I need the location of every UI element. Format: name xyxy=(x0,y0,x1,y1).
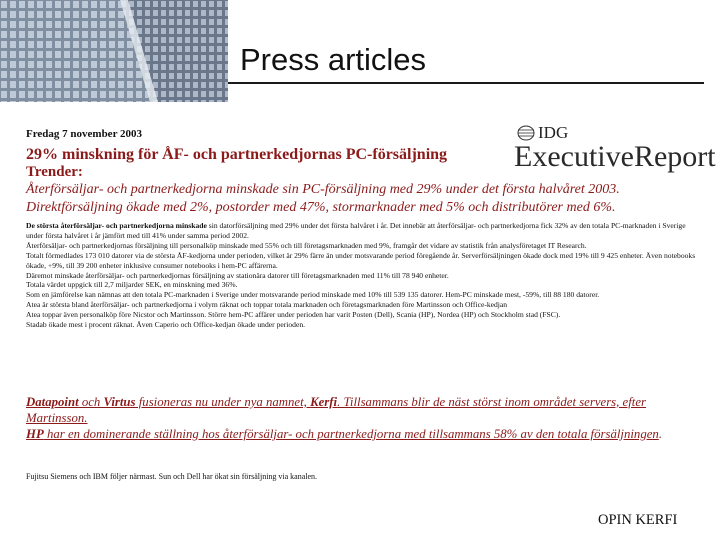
body-bold-lead: De största återförsäljar- och partnerkedjorna minskade xyxy=(26,221,207,230)
highlight-paragraph xyxy=(26,394,706,426)
title-divider xyxy=(228,82,704,84)
highlight-text: fusioneras nu under nya namnet, xyxy=(135,395,311,409)
lead-line: Återförsäljar- och partnerkedjorna minskade sin PC-försäljning med 29% under det första halvåret 2003. xyxy=(26,182,620,197)
idg-globe-icon xyxy=(517,125,535,141)
body-paragraph: Atea toppar även personalköp före Nicstor och Martinsson. Större hem-PC affärer under perioden har varit Posten (Dell), Scania (HP), Nordea (HP) och Stockholm stad (FSC). xyxy=(26,310,561,320)
body-paragraph: Som en jämförelse kan nämnas att den totala PC-marknaden i Sverige under motsvarande period minskade med 10% till 539 135 datorer. Hem-PC minskade mest, -59%, till 88 180 datorer. xyxy=(26,290,600,300)
title-band xyxy=(228,0,720,102)
highlight-brand: Virtus xyxy=(103,395,136,409)
body-paragraph xyxy=(26,221,698,241)
header-building-photo xyxy=(0,0,228,102)
article-body xyxy=(26,221,698,330)
highlight-paragraph xyxy=(26,426,706,442)
opin-kerfi-logo: OPIN KERFI xyxy=(598,512,678,528)
article-highlight xyxy=(26,394,706,442)
body-paragraph: Totalt förmedlades 173 010 datorer via de största ÅF-kedjorna under perioden, vilket är 29% färre än under motsvarande period föregående år. Serverförsäljningen ökade dock med 19% till 9 425 enheter. Även notebooks ökade, +9%, till 39 200 enheter inklusive consumer notebooks i hem-PC affärerna. xyxy=(26,250,696,270)
body-paragraph: Totala värdet uppgick till 2,7 miljarder SEK, en minskning med 36%. xyxy=(26,280,238,290)
article-lead xyxy=(26,181,706,217)
page-title: Press articles xyxy=(240,42,427,77)
body-paragraph: Återförsäljar- och partnerkedjornas försäljning till personalköp minskade med 55% och till företagsmarknaden med 9%, framgår det vidare av statistik från analysföretaget IT Research. xyxy=(26,240,587,250)
highlight-brand: Kerfi xyxy=(310,395,338,409)
article-headline: 29% minskning för ÅF- och partnerkedjornas PC-försäljning xyxy=(26,146,448,163)
highlight-text: . Tillsammans blir de näst störst inom området servers, efter Martinsson. xyxy=(26,395,647,425)
highlight-brand: Datapoint xyxy=(26,395,79,409)
article-subhead: Trender: xyxy=(26,164,83,180)
article-footer-note: Fujitsu Siemens och IBM följer närmast. Sun och Dell har ökat sin försäljning via kanalen. xyxy=(26,472,318,481)
highlight-text: och xyxy=(78,395,104,409)
body-paragraph: Stadab ökade mest i procent räknat. Även Caperio och Office-kedjan ökade under perioden. xyxy=(26,320,306,330)
body-paragraph: Däremot minskade återförsäljar- och partnerkedjornas försäljning av stationära datorer till företagsmarknaden med 11% till 78 940 enheter. xyxy=(26,270,449,280)
executive-report-logo: ExecutiveReport xyxy=(514,140,716,173)
idg-logo-text: IDG xyxy=(538,123,569,142)
highlight-text: . xyxy=(658,427,663,441)
lead-line: Direktförsäljning ökade med 2%, postorder med 47%, stormarknader med 5% och distributörer med 6%. xyxy=(26,200,616,215)
body-text: sin datorförsäljning med 29% under det första halvåret i år. Det innebär att återförsäljar- och partnerkedjorna fick 32% av den totala PC-marknaden i Sverige under första halvåret i år jämfört med till 41% under samma period 2002. xyxy=(26,221,686,240)
body-paragraph: Atea är största bland återförsäljar- och partnerkedjorna i volym räknat och toppar totala marknaden och företagsmarknaden före Martinsson och Office-kedjan xyxy=(26,300,508,310)
highlight-brand: HP xyxy=(26,427,44,441)
highlight-text: har en dominerande ställning hos återförsäljar- och partnerkedjorna med tillsammans 58% av den totala försäljningen xyxy=(43,427,659,441)
article-dateline: Fredag 7 november 2003 xyxy=(26,128,142,140)
